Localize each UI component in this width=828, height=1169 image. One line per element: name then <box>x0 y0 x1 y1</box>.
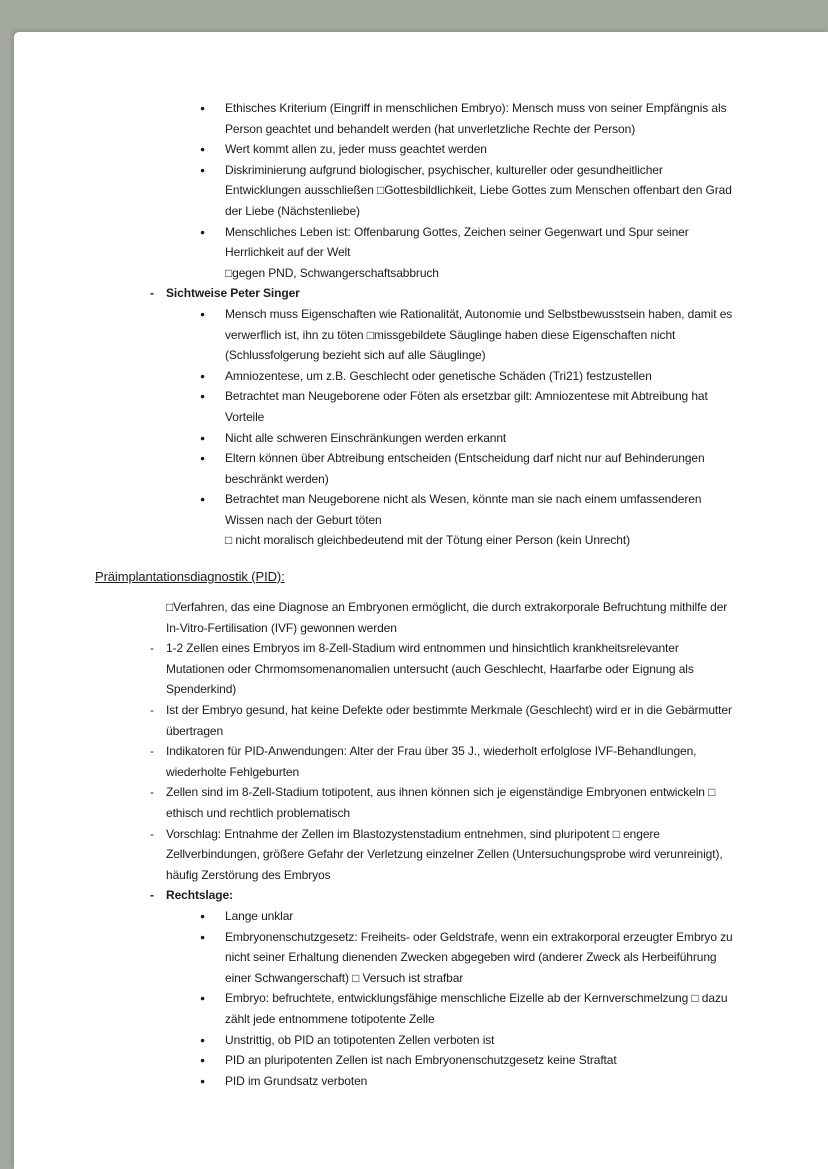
bullet-item <box>95 366 733 387</box>
bullet-marker: ● <box>200 391 206 402</box>
bullet-marker: ● <box>200 1055 206 1066</box>
bullet-marker: ● <box>200 308 206 319</box>
item-text: Diskriminierung aufgrund biologischer, psychischer, kultureller oder gesundheitlicher Entwicklungen ausschließen □Gottesbildlichkeit, Liebe Gottes zum Menschen offenbart den Grad der Liebe (Nächstenliebe) <box>225 162 732 218</box>
bullet-item <box>95 1050 733 1071</box>
item-text: PID im Grundsatz verboten <box>225 1073 368 1088</box>
document-content <box>14 32 733 1131</box>
bullet-marker: ● <box>200 910 206 921</box>
bullet-item <box>95 222 733 263</box>
item-text: Sichtweise Peter Singer <box>166 286 300 301</box>
dash-item <box>95 824 733 886</box>
item-text: Mensch muss Eigenschaften wie Rationalität, Autonomie und Selbstbewusstsein haben, damit es verwerflich ist, ihn zu töten □missgebildete Säuglinge haben diese Eigenschaften nicht (Schlussfolgerung bezieht sich auf alle Säuglinge) <box>225 306 733 363</box>
item-text: Unstrittig, ob PID an totipotenten Zellen verboten ist <box>225 1032 495 1047</box>
continuation-line <box>95 263 733 284</box>
bullet-item <box>95 988 733 1029</box>
item-text: Rechtslage: <box>166 888 233 903</box>
dash-marker: - <box>150 703 154 718</box>
bullet-marker: ● <box>200 993 206 1004</box>
bullet-item <box>95 139 733 160</box>
item-text: Indikatoren für PID-Anwendungen: Alter der Frau über 35 J., wiederholt erfolglose IVF-Behandlungen, wiederholte Fehlgeburten <box>166 744 697 779</box>
dash-marker: - <box>150 785 154 800</box>
item-text: Eltern können über Abtreibung entscheiden (Entscheidung darf nicht nur auf Behinderungen beschränkt werden) <box>225 451 705 486</box>
bullet-item <box>95 1071 733 1092</box>
dash-item <box>95 782 733 823</box>
bullet-marker: ● <box>200 370 206 381</box>
dash-marker: - <box>150 286 154 301</box>
bullet-marker: ● <box>200 453 206 464</box>
bullet-item <box>95 1030 733 1051</box>
bullet-marker: ● <box>200 494 206 505</box>
item-text: Embryonenschutzgesetz: Freiheits- oder Geldstrafe, wenn ein extrakorporal erzeugter Embryo zu nicht seiner Erhaltung dienenden Zwecken abgegeben wird (anderer Zweck als Herbeiführung einer Schwangerschaft) □ Versuch ist strafbar <box>225 929 733 985</box>
bullet-item <box>95 906 733 927</box>
bullet-item <box>95 386 733 427</box>
item-text: Zellen sind im 8-Zell-Stadium totipotent, aus ihnen können sich je eigenständige Embryonen entwickeln □ ethisch und rechtlich problematisch <box>166 785 716 820</box>
bullet-marker: ● <box>200 164 206 175</box>
bullet-item <box>95 98 733 139</box>
item-text: Embryo: befruchtete, entwicklungsfähige menschliche Eizelle ab der Kernverschmelzung □ dazu zählt jede entnommene totipotente Zelle <box>225 991 728 1026</box>
bullet-marker: ● <box>200 931 206 942</box>
bullet-item <box>95 448 733 489</box>
item-text: Lange unklar <box>225 908 294 923</box>
bullet-item <box>95 304 733 366</box>
item-text: Ist der Embryo gesund, hat keine Defekte oder bestimmte Merkmale (Geschlecht) wird er in die Gebärmutter übertragen <box>166 703 732 738</box>
continuation-line <box>95 530 733 551</box>
item-text: Wert kommt allen zu, jeder muss geachtet werden <box>225 142 487 157</box>
intro-line <box>95 597 733 638</box>
item-text: Nicht alle schweren Einschränkungen werden erkannt <box>225 430 507 445</box>
dash-item <box>95 283 733 304</box>
bullet-item <box>95 160 733 222</box>
item-text: Betrachtet man Neugeborene oder Föten als ersetzbar gilt: Amniozentese mit Abtreibung hat Vorteile <box>225 389 708 424</box>
dash-item <box>95 700 733 741</box>
item-text: PID an pluripotenten Zellen ist nach Embryonenschutzgesetz keine Straftat <box>225 1053 617 1068</box>
section-heading-pid: Präimplantationsdiagnostik (PID): <box>95 569 285 585</box>
bullet-item <box>95 927 733 989</box>
bullet-item <box>95 489 733 530</box>
item-text: □Verfahren, das eine Diagnose an Embryonen ermöglicht, die durch extrakorporale Befruchtung mithilfe der In-Vitro-Fertilisation (IVF) gewonnen werden <box>166 600 728 635</box>
bullet-marker: ● <box>200 1034 206 1045</box>
dash-item <box>95 885 733 906</box>
item-text: Menschliches Leben ist: Offenbarung Gottes, Zeichen seiner Gegenwart und Spur seiner Herrlichkeit auf der Welt <box>225 224 689 260</box>
item-text: □ nicht moralisch gleichbedeutend mit der Tötung einer Person (kein Unrecht) <box>225 533 630 548</box>
item-text: Vorschlag: Entnahme der Zellen im Blastozystenstadium entnehmen, sind pluripotent □ engere Zellverbindungen, größere Gefahr der Verletzung einzelner Zellen (Untersuchungsprobe wird verunreinigt), häufig Zerstörung des Embryos <box>166 826 723 882</box>
item-text: Betrachtet man Neugeborene nicht als Wesen, könnte man sie nach einem umfassenderen Wissen nach der Geburt töten <box>225 492 702 527</box>
dash-item <box>95 638 733 700</box>
dash-item <box>95 741 733 782</box>
item-text: Amniozentese, um z.B. Geschlecht oder genetische Schäden (Tri21) festzustellen <box>225 368 652 383</box>
document-page <box>14 32 828 1169</box>
bullet-marker: ● <box>200 1075 206 1086</box>
bullet-marker: ● <box>200 226 206 237</box>
bullet-item <box>95 428 733 449</box>
notes-section-pid <box>95 597 733 1091</box>
item-text: Ethisches Kriterium (Eingriff in menschlichen Embryo): Mensch muss von seiner Empfängnis als Person geachtet und behandelt werden (hat unverletzliche Rechte der Person) <box>225 101 727 136</box>
item-text: 1-2 Zellen eines Embryos im 8-Zell-Stadium wird entnommen und hinsichtlich krankheitsrelevanter Mutationen oder Chrmomsomenanomalien untersucht (auch Geschlecht, Haarfarbe oder Eignung als Spenderkind) <box>166 641 694 697</box>
item-text: □gegen PND, Schwangerschaftsabbruch <box>225 265 439 280</box>
notes-section-ethics-singer <box>95 98 733 551</box>
bullet-marker: ● <box>200 144 206 155</box>
dash-marker: - <box>150 888 154 903</box>
dash-marker: - <box>150 641 154 656</box>
bullet-marker: ● <box>200 103 206 113</box>
bullet-marker: ● <box>200 432 206 443</box>
dash-marker: - <box>150 826 154 841</box>
dash-marker: - <box>150 744 154 759</box>
